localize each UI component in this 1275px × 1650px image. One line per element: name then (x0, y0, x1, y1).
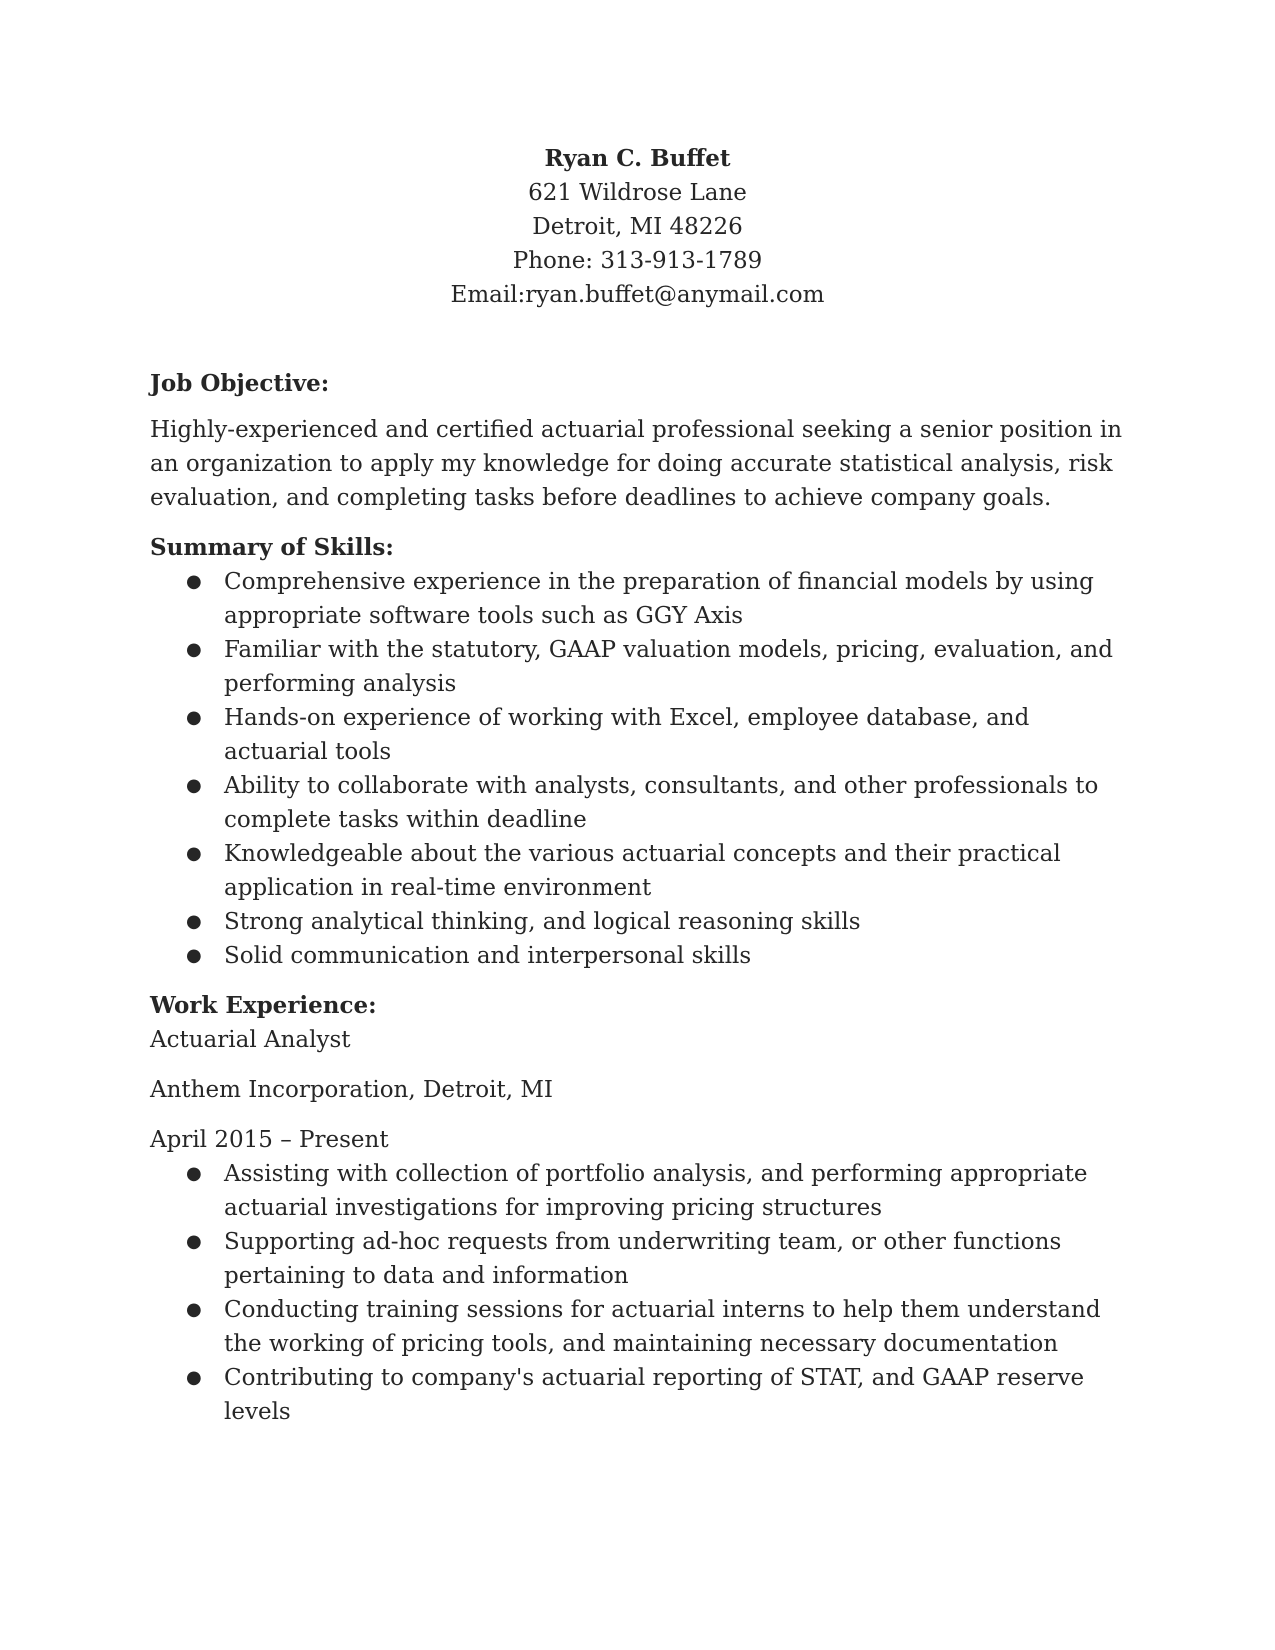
skill-text: Solid communication and interpersonal skills (224, 943, 752, 969)
list-item (186, 769, 1130, 837)
skill-text: Comprehensive experience in the preparation of financial models by using appropriate software tools such as GGY Axis (224, 569, 1094, 629)
skill-text: Ability to collaborate with analysts, consultants, and other professionals to complete tasks within deadline (224, 773, 1099, 833)
bullet-icon: ● (186, 1163, 202, 1184)
skill-text: Knowledgeable about the various actuarial concepts and their practical application in real-time environment (224, 841, 1061, 901)
company-name: Anthem Incorporation, Detroit, MI (150, 1077, 553, 1103)
bullet-icon: ● (186, 639, 202, 660)
list-item (186, 1361, 1130, 1429)
duty-text: Supporting ad-hoc requests from underwriting team, or other functions pertaining to data and information (224, 1229, 1062, 1289)
bullet-icon: ● (186, 1231, 202, 1252)
bullet-icon: ● (186, 571, 202, 592)
address-line-1: 621 Wildrose Lane (528, 180, 747, 206)
skill-text: Familiar with the statutory, GAAP valuation models, pricing, evaluation, and performing analysis (224, 637, 1113, 697)
address-line-2: Detroit, MI 48226 (532, 214, 743, 240)
objective-text: Highly-experienced and certified actuarial professional seeking a senior position in an organization to apply my knowledge for doing accurate statistical analysis, risk evaluation, and completing tasks before deadlines to achieve company goals. (150, 417, 1123, 511)
list-item (186, 565, 1130, 633)
skills-list (150, 565, 1130, 973)
bullet-icon: ● (186, 911, 202, 932)
skill-text: Hands-on experience of working with Excel, employee database, and actuarial tools (224, 705, 1030, 765)
list-item (186, 701, 1130, 769)
duty-text: Conducting training sessions for actuarial interns to help them understand the working of pricing tools, and maintaining necessary documentation (224, 1297, 1101, 1357)
list-item (186, 905, 1130, 939)
resume-body (150, 367, 1130, 1429)
list-item (186, 1293, 1130, 1361)
list-item (186, 939, 1130, 973)
bullet-icon: ● (186, 775, 202, 796)
employment-dates: April 2015 – Present (150, 1127, 389, 1153)
list-item (186, 633, 1130, 701)
list-item (186, 1157, 1130, 1225)
objective-heading: Job Objective: (150, 370, 330, 397)
bullet-icon: ● (186, 945, 202, 966)
experience-heading: Work Experience: (150, 992, 377, 1019)
duties-list (150, 1157, 1130, 1429)
candidate-name: Ryan C. Buffet (544, 145, 731, 172)
contact-header (0, 142, 1275, 312)
job-title: Actuarial Analyst (150, 1027, 351, 1053)
duty-text: Contributing to company's actuarial reporting of STAT, and GAAP reserve levels (224, 1365, 1085, 1425)
bullet-icon: ● (186, 1299, 202, 1320)
skill-text: Strong analytical thinking, and logical reasoning skills (224, 909, 861, 935)
duty-text: Assisting with collection of portfolio analysis, and performing appropriate actuarial investigations for improving pricing structures (224, 1161, 1088, 1221)
bullet-icon: ● (186, 1367, 202, 1388)
bullet-icon: ● (186, 707, 202, 728)
phone: Phone: 313-913-1789 (512, 248, 763, 274)
list-item (186, 1225, 1130, 1293)
skills-heading: Summary of Skills: (150, 534, 394, 561)
list-item (186, 837, 1130, 905)
bullet-icon: ● (186, 843, 202, 864)
email: Email:ryan.buffet@anymail.com (450, 282, 825, 308)
